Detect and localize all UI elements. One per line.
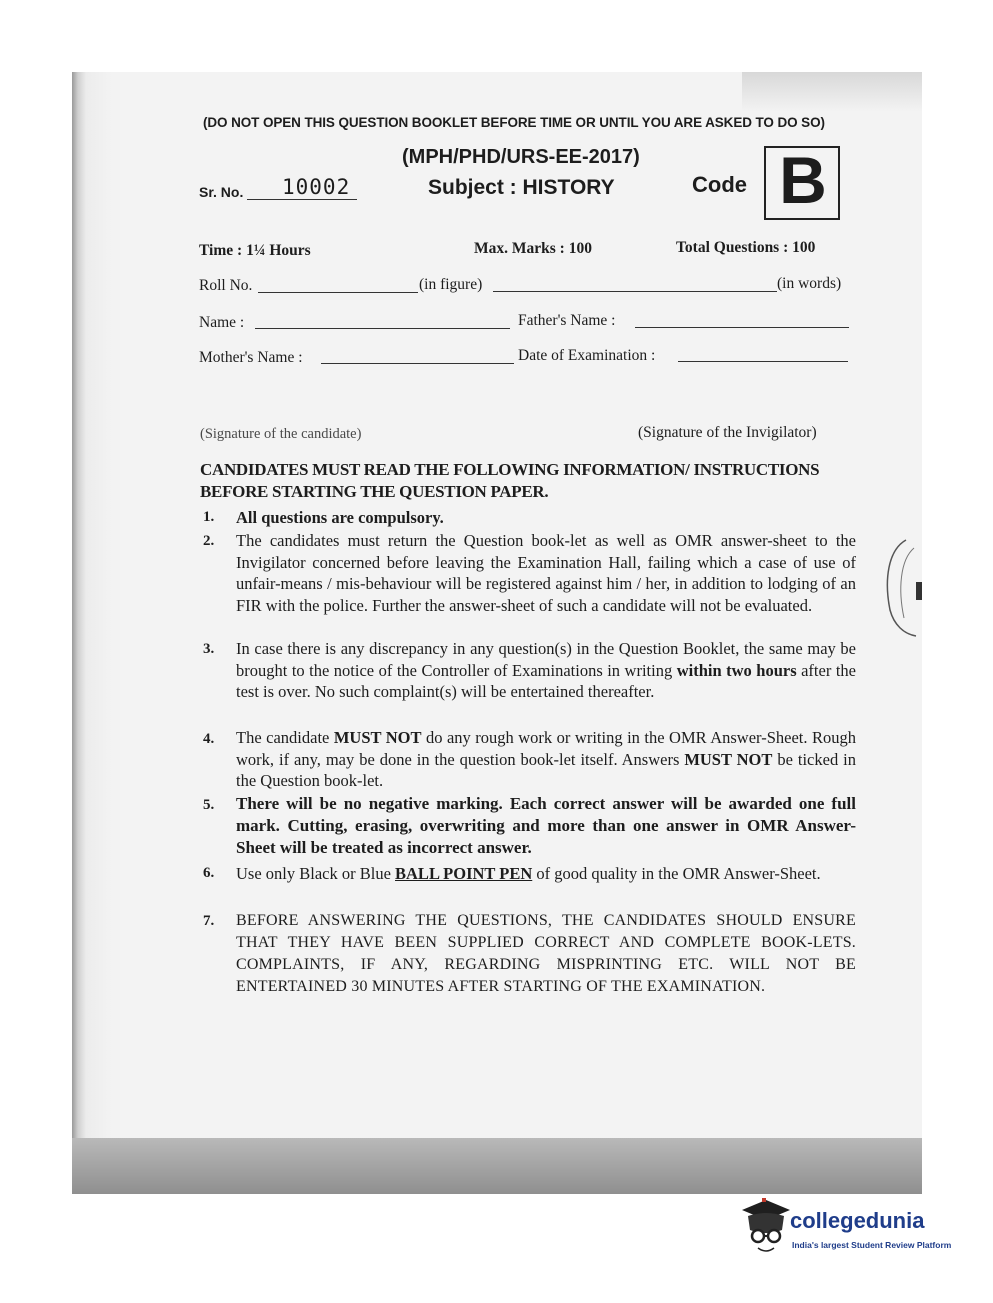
code-value: B (779, 143, 827, 217)
instruction-item: All questions are compulsory. (236, 508, 444, 527)
subject: Subject : HISTORY (428, 176, 615, 199)
instruction-number: 7. (203, 913, 215, 929)
mothers-name-line (321, 363, 514, 364)
date-of-exam-label: Date of Examination : (518, 347, 656, 364)
header-note: (DO NOT OPEN THIS QUESTION BOOKLET BEFORE TIME OR UNTIL YOU ARE ASKED TO DO SO) (203, 115, 825, 130)
in-words-label: (in words) (777, 275, 842, 292)
max-marks: Max. Marks : 100 (474, 240, 592, 257)
in-figure-label: (in figure) (419, 276, 483, 293)
instruction-item: BEFORE ANSWERING THE QUESTIONS, THE CANDIDATES SHOULD ENSURE THAT THEY HAVE BEEN SUPPLIED CORRECT AND COMPLETE BOOK-LETS. COMPLAINTS, IF ANY, REGARDING MISPRINTING ETC. WILL NOT BE ENTERTAINED 30 MINUTES AFTER STARTING OF THE EXAMINATION. (236, 912, 856, 995)
instructions-heading-1: CANDIDATES MUST READ THE FOLLOWING INFORMATION/ INSTRUCTIONS (200, 460, 820, 479)
instruction-number: 3. (203, 641, 215, 657)
date-of-exam-line (678, 361, 848, 362)
instruction-number: 1. (203, 509, 215, 525)
exam-code: (MPH/PHD/URS-EE-2017) (402, 146, 640, 168)
total-questions: Total Questions : 100 (676, 239, 816, 256)
name-line (255, 328, 510, 329)
roll-no-figure-line (258, 292, 418, 293)
logo-tagline: India's largest Student Review Platform (792, 1240, 952, 1250)
fathers-name-label: Father's Name : (518, 312, 616, 329)
instruction-number: 4. (203, 731, 215, 747)
roll-no-label: Roll No. (199, 277, 253, 294)
name-label: Name : (199, 314, 245, 331)
scanned-page (72, 72, 922, 1194)
scan-shadow (742, 72, 922, 112)
sr-no-line (247, 199, 357, 200)
sr-no-label: Sr. No. (199, 184, 244, 200)
instruction-item: Use only Black or Blue BALL POINT PEN of good quality in the OMR Answer-Sheet. (236, 864, 821, 883)
scan-bottom-shadow (72, 1138, 922, 1194)
signature-candidate: (Signature of the candidate) (200, 426, 362, 442)
logo-name: collegedunia (790, 1208, 925, 1233)
sr-no-value: 10002 (282, 175, 351, 199)
roll-no-words-line (493, 291, 777, 292)
instruction-number: 5. (203, 797, 215, 813)
instruction-number: 2. (203, 533, 215, 549)
graduate-mascot-icon (742, 1198, 790, 1251)
time: Time : 1¼ Hours (199, 242, 311, 259)
stamp-fragment-icon (876, 530, 924, 640)
signature-invigilator: (Signature of the Invigilator) (638, 424, 817, 441)
instruction-number: 6. (203, 865, 215, 881)
instruction-item: The candidate MUST NOT do any rough work or writing in the OMR Answer-Sheet. Rough work, if any, may be done in the question book-let itself. Answers MUST NOT be ticked in the Question book-let. (236, 728, 856, 790)
instructions-heading-2: BEFORE STARTING THE QUESTION PAPER. (200, 482, 549, 501)
instruction-item: The candidates must return the Question book-let as well as OMR answer-sheet to the Invigilator concerned before leaving the Examination Hall, failing which a case of use of unfair-means / mis-behaviour will be registered against him / her, in addition to lodging of an FIR with the police. Further the answer-sheet of such a candidate will not be evaluated. (236, 531, 856, 615)
fathers-name-line (635, 327, 849, 328)
instruction-item: There will be no negative marking. Each correct answer will be awarded one full mark. Cutting, erasing, overwriting and more than one answer in OMR Answer-Sheet will be treated as incorrect answer. (236, 794, 856, 857)
instruction-item: In case there is any discrepancy in any question(s) in the Question Booklet, the same may be brought to the notice of the Controller of Examinations in writing within two hours after the test is over. No such complaint(s) will be entertained thereafter. (236, 639, 856, 701)
mothers-name-label: Mother's Name : (199, 349, 303, 366)
code-label: Code (692, 172, 747, 197)
